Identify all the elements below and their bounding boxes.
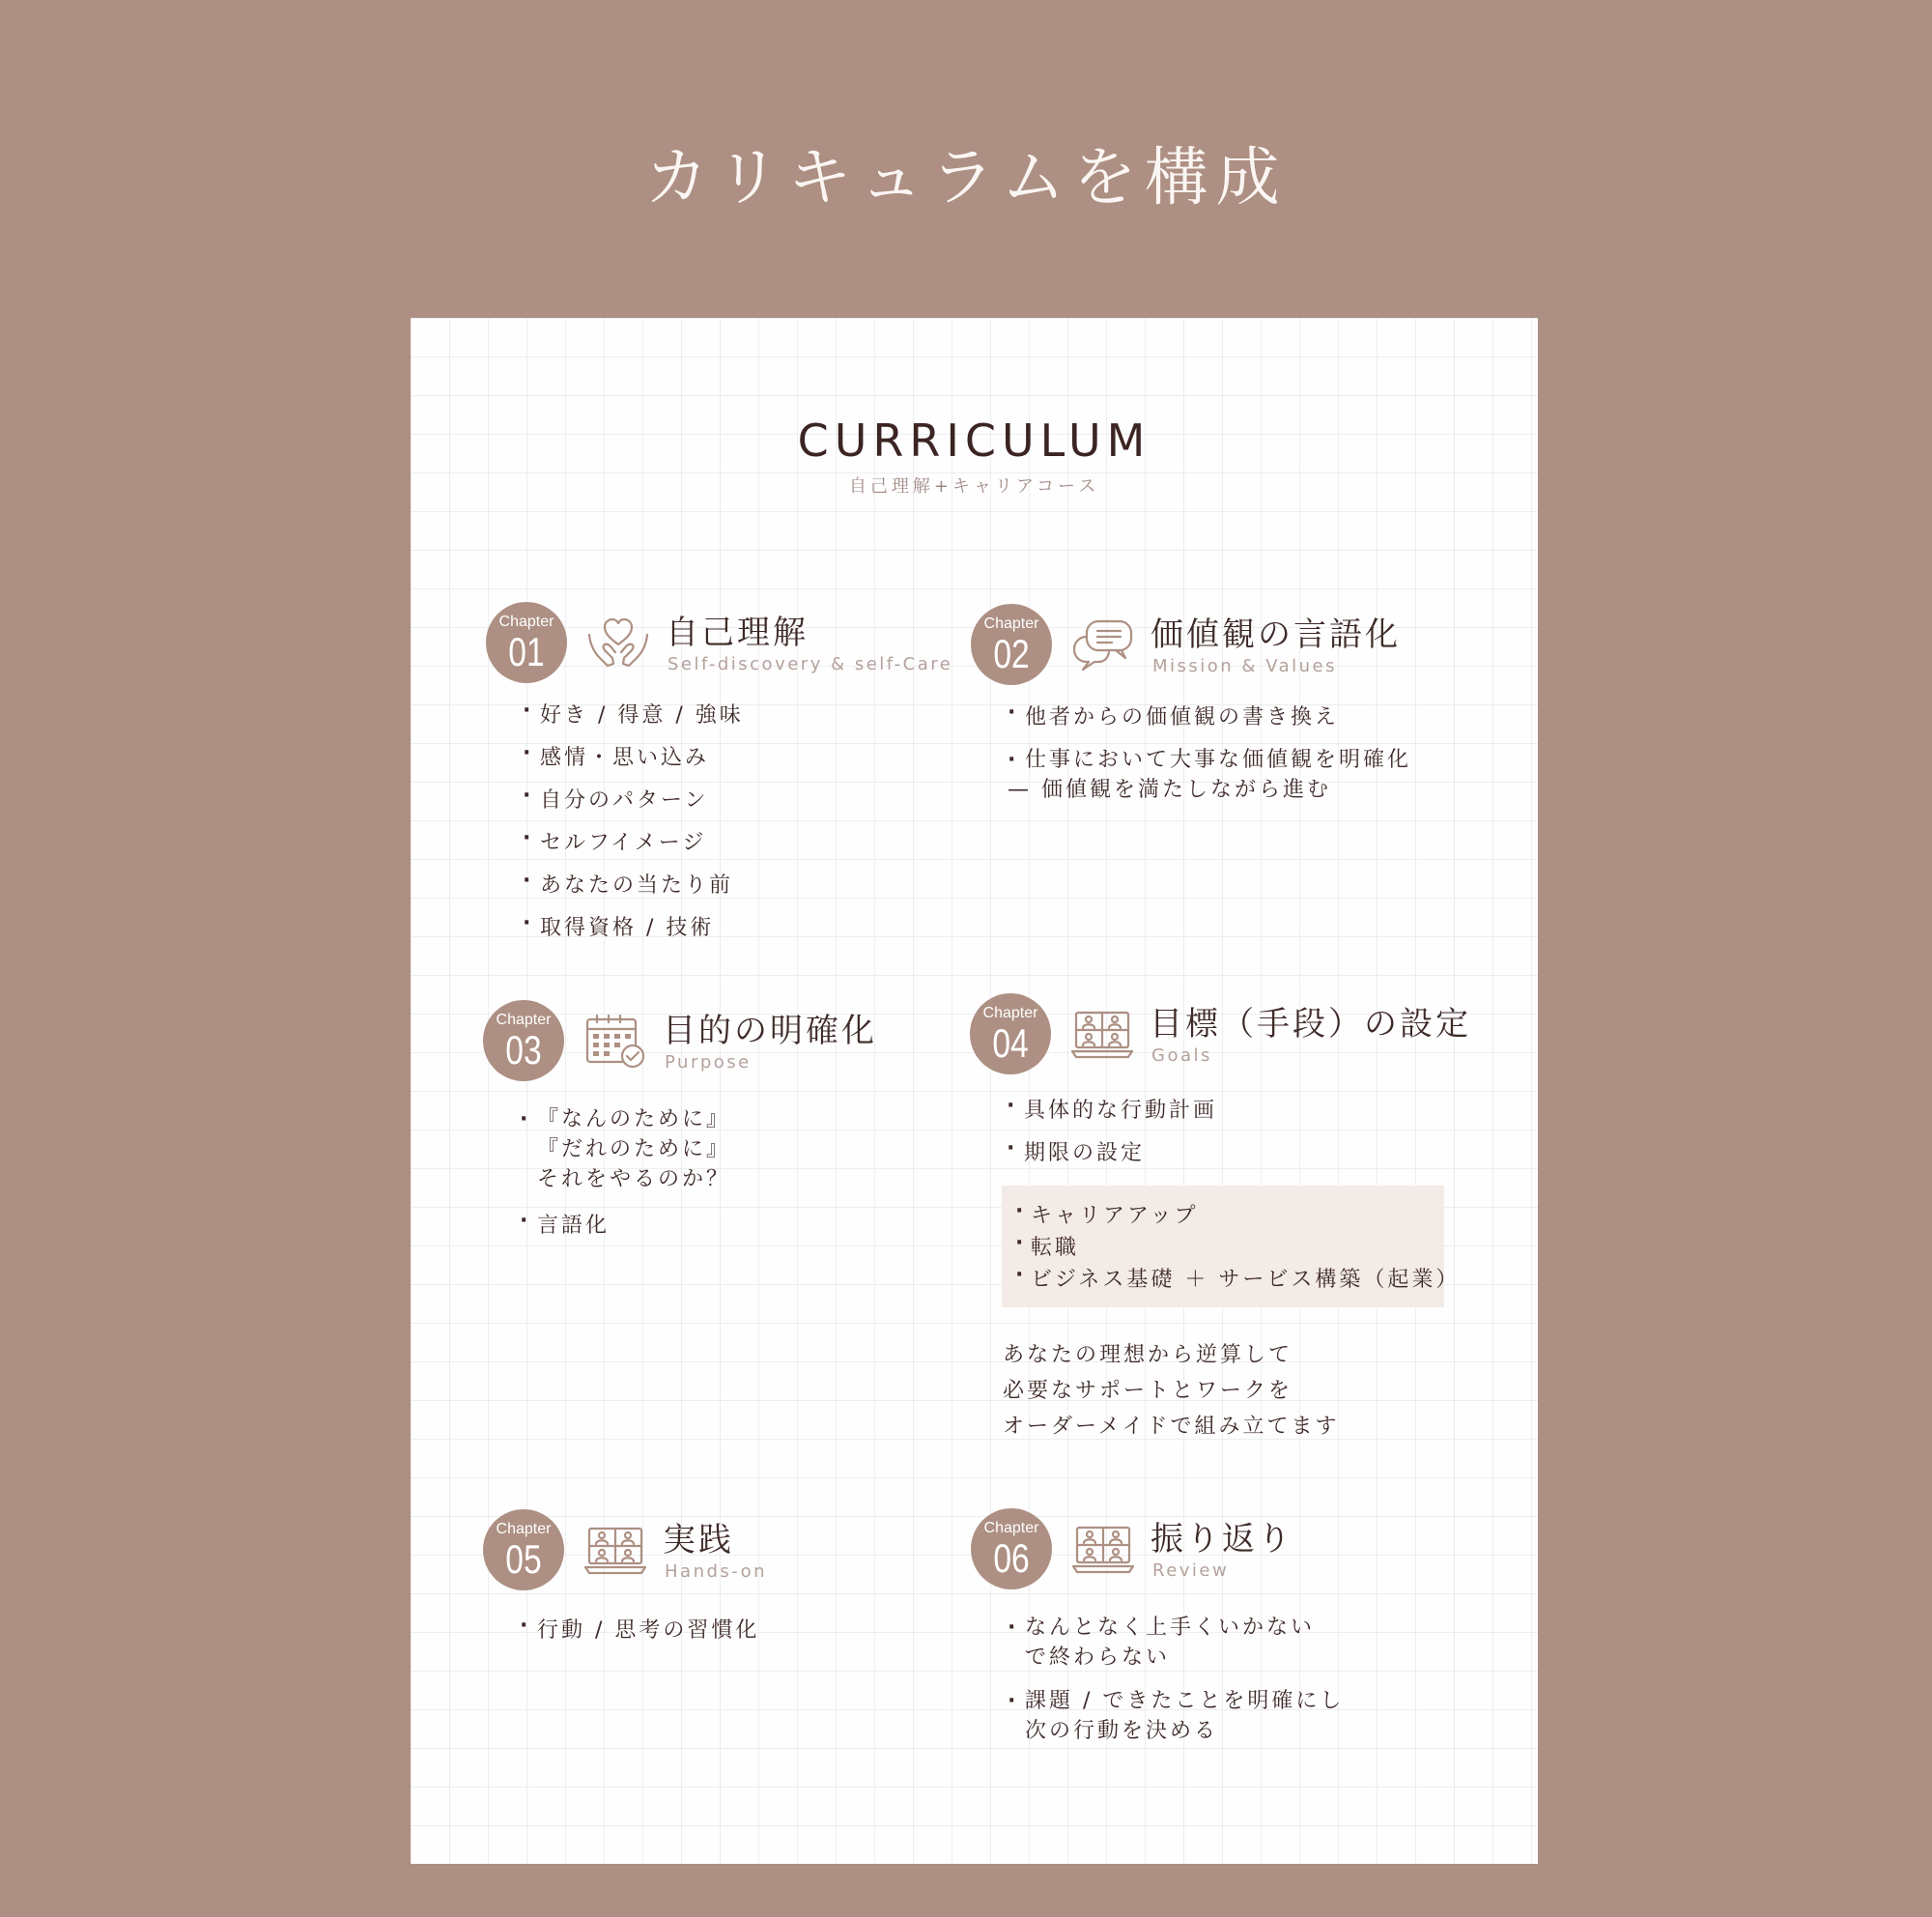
- list-item: · セルフイメージ: [523, 826, 744, 869]
- list-item: · 好き / 得意 / 強味: [523, 699, 744, 741]
- chapter-badge: [486, 602, 567, 683]
- chapter-badge: [971, 604, 1052, 685]
- chapter-badge-word: Chapter: [983, 615, 1039, 632]
- chapter-badge-word: Chapter: [498, 614, 554, 630]
- video-meeting-icon: [583, 1523, 647, 1579]
- list-item: · 仕事において大事な価値観を明確化 — 価値観を満たしながら進む: [1008, 745, 1411, 805]
- calendar-check-icon: [583, 1014, 647, 1070]
- chapter-subtitle: Purpose: [665, 1052, 752, 1073]
- hands-heart-icon: [586, 615, 650, 672]
- chapter-06: [971, 1508, 1435, 1760]
- chapter-number: 06: [993, 1535, 1030, 1581]
- chapter-number: 03: [505, 1027, 542, 1073]
- chapter-badge: [483, 1000, 564, 1081]
- sheet-subtitle: 自己理解+キャリアコース: [848, 476, 1100, 497]
- curriculum-sheet: [411, 318, 1538, 1864]
- chapter-items: [1008, 701, 1411, 805]
- list-item: · 自分のパターン: [523, 784, 744, 826]
- chapter-subtitle: Mission & Values: [1152, 656, 1337, 676]
- chapter-03: [483, 1000, 918, 1290]
- list-item: · 『なんのために』 『だれのために』 それをやるのか？: [520, 1104, 730, 1209]
- chapter-02: [971, 604, 1454, 855]
- chapter-05: [483, 1509, 889, 1664]
- video-meeting-icon: [1071, 1522, 1135, 1578]
- chapter-badge-word: Chapter: [982, 1005, 1038, 1021]
- chapter-number: 01: [508, 629, 545, 674]
- chapter-subtitle: Self-discovery & self-Care: [668, 654, 953, 674]
- chapter-subtitle: Goals: [1151, 1045, 1212, 1066]
- list-item: · 行動 / 思考の習慣化: [520, 1614, 759, 1644]
- chapter-badge: [971, 1508, 1052, 1589]
- chapter-items: [520, 1104, 730, 1239]
- chapter-title: 自己理解: [666, 614, 809, 652]
- chapter-number: 04: [992, 1020, 1029, 1066]
- list-item: · 感情・思い込み: [523, 741, 744, 784]
- list-item: · 取得資格 / 技術: [523, 911, 744, 954]
- chapter-04: [970, 993, 1472, 1476]
- chapter-number: 02: [993, 631, 1030, 676]
- chapter-title: 目標（手段）の設定: [1150, 1005, 1471, 1044]
- career-options-box: [1002, 1186, 1461, 1307]
- chapter-badge-word: Chapter: [983, 1520, 1039, 1536]
- chapter-items: [1008, 1613, 1344, 1746]
- chapter-badge-word: Chapter: [496, 1521, 552, 1537]
- list-item: · 他者からの価値観の書き換え: [1008, 701, 1411, 745]
- career-option: · 転職: [1002, 1231, 1444, 1263]
- chapter-items: [523, 699, 744, 954]
- list-item: · 課題 / できたことを明確にし 次の行動を決める: [1008, 1686, 1344, 1746]
- chapter-01: [486, 602, 953, 969]
- list-item: · 具体的な行動計画: [1007, 1094, 1217, 1136]
- list-item: · 期限の設定: [1007, 1136, 1217, 1179]
- list-item: · なんとなく上手くいかない で終わらない: [1008, 1613, 1344, 1686]
- list-item: · 言語化: [520, 1209, 730, 1239]
- career-option: · ビジネス基礎 ＋ サービス構築（起業）: [1002, 1263, 1444, 1295]
- speech-bubbles-icon: [1071, 617, 1135, 673]
- chapter-items: [1007, 1094, 1217, 1179]
- chapter-number: 05: [505, 1536, 542, 1582]
- chapter-title: 目的の明確化: [663, 1012, 877, 1050]
- sheet-title: CURRICULUM: [797, 415, 1151, 467]
- chapter-title: 実践: [663, 1521, 734, 1559]
- chapter-subtitle: Hands-on: [665, 1561, 768, 1582]
- chapter-title: 価値観の言語化: [1151, 615, 1401, 654]
- chapter-badge: [970, 993, 1051, 1074]
- career-option: · キャリアアップ: [1002, 1199, 1444, 1231]
- chapter-items: [520, 1614, 759, 1644]
- chapter-badge: [483, 1509, 564, 1590]
- video-meeting-icon: [1070, 1007, 1134, 1063]
- chapter-note: あなたの理想から逆算して 必要なサポートとワークを オーダーメイドで組み立てます: [1003, 1343, 1340, 1439]
- page-heading: カリキュラムを構成: [644, 140, 1288, 215]
- chapter-subtitle: Review: [1152, 1560, 1230, 1581]
- chapter-badge-word: Chapter: [496, 1012, 552, 1028]
- list-item: · あなたの当たり前: [523, 869, 744, 911]
- chapter-title: 振り返り: [1151, 1520, 1293, 1559]
